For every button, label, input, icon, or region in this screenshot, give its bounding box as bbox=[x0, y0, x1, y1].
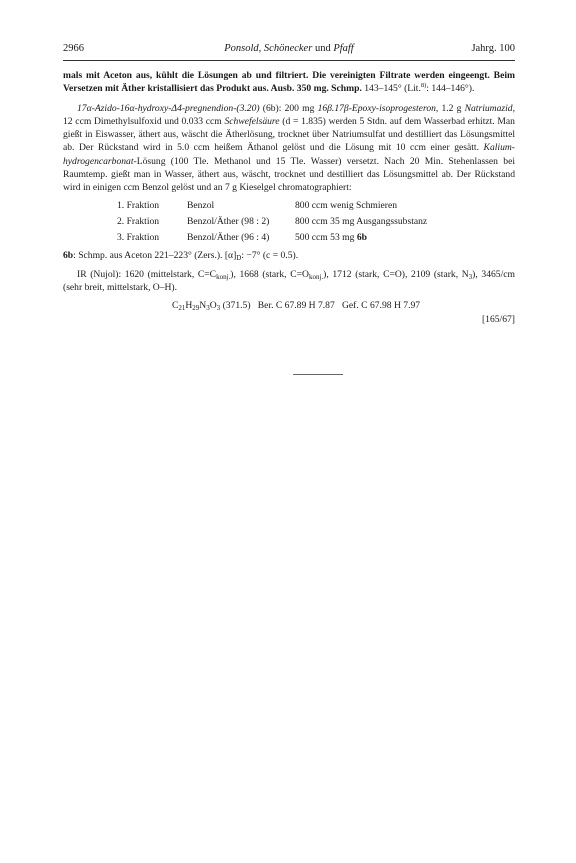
paragraph-ir: IR (Nujol): 1620 (mittelstark, $C=C_{konj.}$), 1668 (stark, $C=O_{konj.}$), 1712 (stark, C=O), 2109 (stark, $N_3$), 3465/cm (sehr breit, mittelstark, O–H). bbox=[63, 268, 515, 294]
paragraph-3: 6b: Schmp. aus Aceton 221–223° (Zers.). $[\alpha]_D$: −7° (c = 0.5). bbox=[63, 249, 299, 262]
manuscript-code: [165/67] bbox=[481, 313, 515, 325]
table-row: 2. Fraktion Benzol/Äther (98 : 2) 800 ccm 35 mg Ausgangssubstanz bbox=[117, 216, 428, 228]
article-body bbox=[63, 69, 515, 326]
table-row: 3. Fraktion Benzol/Äther (96 : 4) 500 ccm 53 mg 6b bbox=[117, 232, 367, 244]
volume-year: Jahrg. 100 bbox=[471, 43, 515, 54]
header-rule bbox=[63, 60, 515, 61]
page-number: 2966 bbox=[63, 43, 84, 54]
paragraph-2: 17α-Azido-16α-hydroxy-Δ4-pregnendion-(3.20) (6b): 200 mg 16β.17β-Epoxy-isoprogesteron, 1.2 g Natriumazid, 12 ccm Dimethylsulfoxid und 0.033 ccm Schwefelsäure (d = 1.835) werden 5 Stdn. auf dem Wasserbad erhitzt. Man gießt in Eiswasser, äthert aus, wäscht die Ätherlösung, trocknet über Natriumsulfat und destilliert das Lösungsmittel ab. Der Rückstand wird in 5.0 ccm heißem Äthanol gelöst und die Lösung mit 10 ccm einer gesätt. Kalium-hydrogencarbonat-Lösung (100 Tle. Methanol und 15 Tle. Wasser) versetzt. Nach 20 Min. Stehenlassen bei Raumtemp. gießt man in Wasser, äthert aus, wäscht, trocknet und destilliert das Lösungsmittel ab. Der Rückstand wird in einigen ccm Benzol gelöst und an 7 g Kieselgel chromatographiert: bbox=[63, 102, 515, 194]
table-row: 1. Fraktion Benzol 800 ccm wenig Schmieren bbox=[117, 200, 398, 212]
fraction-table bbox=[117, 198, 427, 246]
running-authors: Ponsold, Schönecker und Pfaff bbox=[224, 43, 354, 54]
running-header bbox=[63, 43, 515, 57]
molecular-formula: $C_{21}H_{29}N_3O_3$ bbox=[171, 299, 221, 312]
elemental-analysis: $C_{21}H_{29}N_3O_3$ (371.5) Ber. C 67.89 H 7.87 Gef. C 67.98 H 7.97 bbox=[171, 299, 421, 312]
compound-title: 17α-Azido-16α-hydroxy-Δ4-pregnendion-(3.20) bbox=[77, 102, 260, 114]
paragraph-1: mals mit Aceton aus, kühlt die Lösungen ab und filtriert. Die vereinigten Filtrate werden eingeengt. Beim Versetzen mit Äther kristallisiert das Produkt aus. Ausb. 350 mg. Schmp. 143–145° (Lit.$^{8)}$: 144–146°). bbox=[63, 70, 515, 95]
end-rule bbox=[293, 374, 343, 375]
